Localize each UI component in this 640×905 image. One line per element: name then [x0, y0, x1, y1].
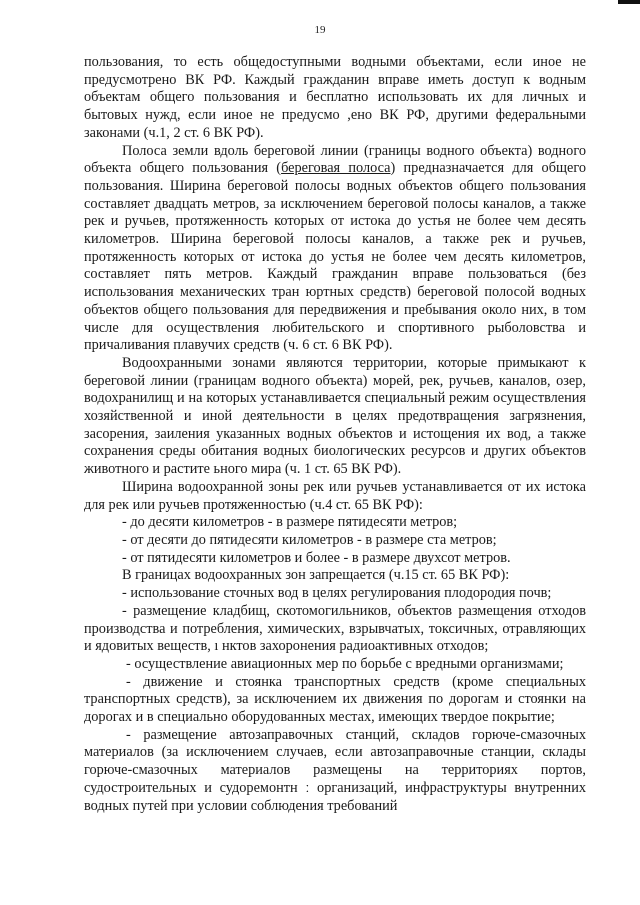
paragraph-prohibitions: В границах водоохранных зон запрещается (ч.15 ст. 65 ВК РФ): [122, 567, 510, 584]
list-item-vehicle-traffic: - движение и стоянка транспортных средств (кроме специальных транспортных средств), за исключением их движения по дорогам и стоянки на дорогах и в специально оборудованных местах, имеющих твердое покрытие; [84, 673, 586, 726]
list-item-wastewater: - использование сточных вод в целях регулирования плодородия почв; [122, 585, 552, 602]
shore-strip-term: береговая полоса [281, 160, 391, 177]
paragraph-public-use: пользования, то есть общедоступными водными объектами, если иное не предусмотрено ВК РФ. Каждый гражданин вправе иметь доступ к водным объектам общего пользования и бесплатно использовать их для личных и бытовых нужд, если иное не предусмо ,ено ВК РФ, другими федеральными законами (ч.1, 2 ст. 6 ВК РФ). [84, 54, 586, 141]
page-number: 19 [314, 24, 326, 36]
document-body [84, 54, 586, 815]
paragraph-water-protection-zones: Водоохранными зонами являются территории, которые примыкают к береговой линии (границам водного объекта) морей, рек, ручьев, каналов, озер, водохранилищ и на которых устанавливается специальный режим осуществления хозяйственной и иной деятельности в целях предотвращения загрязнения, засорения, заиления указанных водных объектов и истощения их вод, а также сохранения среды обитания водных биологических ресурсов и других объектов животного и растите ьного мира (ч. 1 ст. 65 ВК РФ). [84, 354, 586, 478]
list-item-width-50km-plus: - от пятидесяти километров и более - в размере двухсот метров. [122, 549, 511, 566]
list-item-aviation-measures: - осуществление авиационных мер по борьбе с вредными организмами; [126, 655, 564, 672]
paragraph-zone-width: Ширина водоохранной зоны рек или ручьев устанавливается от их истока для рек или ручьев протяженностью (ч.4 ст. 65 ВК РФ): [84, 478, 586, 513]
list-item-width-10-50km: - от десяти до пятидесяти километров - в размере ста метров; [122, 531, 497, 548]
shore-strip-text-start: Полоса земли вдоль береговой линии (границы водного объекта) водного объекта общего пользования ( [84, 142, 586, 177]
list-item-width-10km: - до десяти километров - в размере пятидесяти метров; [122, 514, 458, 531]
scan-corner-mark [618, 0, 640, 4]
list-item-cemeteries-waste: - размещение кладбищ, скотомогильников, объектов размещения отходов производства и потребления, химических, взрывчатых, токсичных, отравляющих и ядовитых веществ, ı нктов захоронения радиоактивных отходов; [84, 602, 586, 655]
paragraph-shore-strip [84, 143, 586, 355]
shore-strip-text-end: ) предназначается для общего пользования. Ширина береговой полосы водных объектов общего пользования составляет двадцать метров, за исключением береговой полосы каналов, а также рек и ручьев, протяженность которых от истока до устья не более чем десять километров. Ширина береговой полосы каналов, а также рек и ручьев, протяженность которых от истока до устья не более чем десять километров, составляет пять метров. Каждый гражданин вправе пользоваться (без использования механических тран юртных средств) береговой полосой водных объектов общего пользования для передвижения и пребывания около них, в том числе для осуществления любительского и спортивного рыболовства и причаливания плавучих средств (ч. 6 ст. 6 ВК РФ). [84, 160, 586, 354]
list-item-fuel-stations: - размещение автозаправочных станций, складов горюче-смазочных материалов (за исключением случаев, если автозаправочные станции, склады горюче-смазочных материалов размещены на территориях портов, судостроительных и судоремонтн ː организаций, инфраструктуры внутренних водных путей при условии соблюдения требований [84, 726, 586, 814]
